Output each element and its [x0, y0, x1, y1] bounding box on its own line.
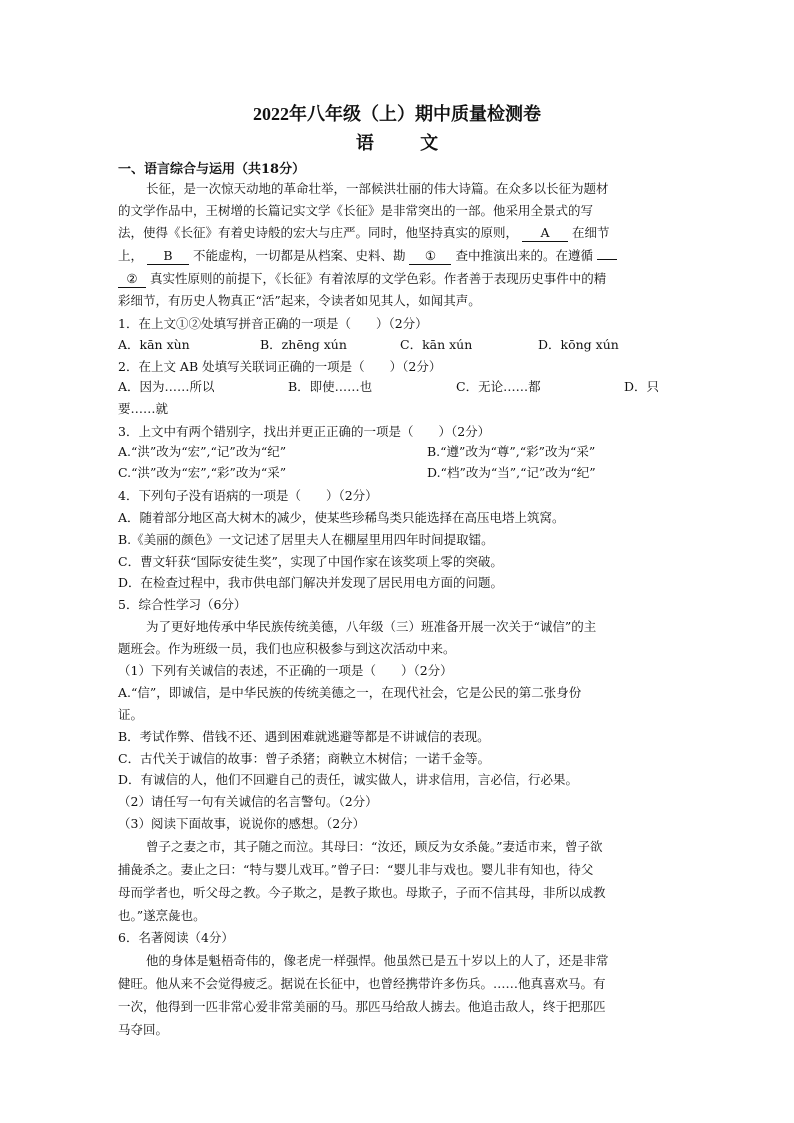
passage-line-5-text: 真实性原则的前提下，《长征》有着浓厚的文学色彩。作者善于表现历史事件中的精 — [149, 271, 607, 286]
q4-option-c: C．曹文轩获“国际安徒生奖”，实现了中国作家在该奖项上零的突破。 — [118, 554, 503, 569]
q6-passage-line-1: 他的身体是魁梧奇伟的，像老虎一样强悍。他虽然已是五十岁以上的人了，还是非常 — [146, 953, 609, 968]
q2-option-d-cont: 要……就 — [118, 401, 169, 416]
q1-stem: 1．在上文①②处填写拼音正确的一项是（ ）（2分） — [118, 316, 428, 331]
q1-option-c: C．kān xún — [400, 337, 473, 352]
q6-passage-line-4: 马夺回。 — [118, 1022, 169, 1037]
q2-stem: 2．在上文 AB 处填写关联词正确的一项是（ ）（2分） — [118, 359, 442, 374]
exam-title: 2022年八年级（上）期中质量检测卷 — [253, 104, 541, 124]
q5-sub2-stem: （2）请任写一句有关诚信的名言警句。（2分） — [118, 794, 378, 809]
q4-option-b: B.《美丽的颜色》一文记述了居里夫人在棚屋里用四年时间提取镭。 — [118, 532, 494, 547]
q3-option-a: A.“洪”改为“宏”,“记”改为“纪” — [118, 444, 287, 459]
q5-stem: 5．综合性学习（6分） — [118, 597, 247, 612]
q5-story-line-4: 也。”遂烹彘也。 — [118, 908, 206, 923]
q5-sub1-option-c: C．古代关于诚信的故事：曾子杀猪；商鞅立木树信；一诺千金等。 — [118, 751, 491, 766]
q5-story-line-2: 捕彘杀之。妻止之曰：“特与婴儿戏耳。”曾子曰：“婴儿非与戏也。婴儿非有知也，待父 — [118, 862, 594, 877]
section-heading: 一、语言综合与运用（共18分） — [118, 162, 306, 177]
passage-line-2: 的文学作品中，王树增的长篇记实文学《长征》是非常突出的一部。他采用全景式的写 — [118, 203, 594, 218]
q1-option-d: D．kōng xún — [538, 337, 619, 352]
q5-sub1-option-a: A.“信”，即诚信，是中华民族的传统美德之一，在现代社会，它是公民的第二张身份 — [118, 685, 582, 700]
passage-line-6: 彩细节，有历史人物真正“活”起来，令读者如见其人，如闻其声。 — [118, 293, 481, 308]
exam-subject: 语 文 — [355, 133, 459, 154]
q2-option-a: A．因为……所以 — [118, 379, 215, 394]
q3-option-d: D.“档”改为“当”,“记”改为“纪” — [427, 465, 596, 480]
q5-sub1-stem: （1）下列有关诚信的表述，不正确的一项是（ ）（2分） — [118, 663, 453, 678]
passage-line-4-head: 上， — [118, 248, 144, 263]
q3-option-c: C.“洪”改为“宏”,“彩”改为“采” — [118, 465, 287, 480]
q5-intro-line-2: 题班会。作为班级一员，我们也应积极参与到这次活动中来。 — [118, 641, 456, 656]
blank-b: B — [147, 248, 189, 265]
q1-option-a: A．kān xùn — [118, 337, 190, 352]
q4-option-a: A．随着部分地区高大树木的减少，使某些珍稀鸟类只能选择在高压电塔上筑窝。 — [118, 510, 565, 525]
q5-story-line-3: 母而学者也，听父母之教。今子欺之，是教子欺也。母欺子，子而不信其母，非所以成教 — [118, 885, 606, 900]
q6-stem: 6．名著阅读（4分） — [118, 930, 234, 945]
passage-line-3-text: 法，使得《长征》有着史诗般的宏大与庄严。同时，他坚持真实的原则， — [118, 225, 519, 240]
passage-line-4-tail: 查中推演出来的。在遵循 — [455, 248, 593, 263]
q6-passage-line-3: 一次，他得到一匹非常心爱非常美丽的马。那匹马给敌人掳去。他追击敌人，终于把那匹 — [118, 999, 606, 1014]
q2-option-d: D．只 — [624, 379, 660, 394]
q1-option-b: B．zhēng xún — [260, 337, 347, 352]
q3-option-b: B.“遵”改为“尊”,“彩”改为“采” — [427, 444, 596, 459]
q6-passage-line-2: 健旺。他从来不会觉得疲乏。据说在长征中，也曾经携带许多伤兵。……他真喜欢马。有 — [118, 976, 606, 991]
passage-line-4 — [118, 245, 617, 266]
q5-intro-line-1: 为了更好地传承中华民族传统美德，八年级（三）班准备开展一次关于“诚信”的主 — [146, 619, 597, 634]
blank-2: ② — [118, 271, 146, 288]
q2-option-c: C．无论……都 — [456, 379, 541, 394]
q5-sub3-stem: （3）阅读下面故事，说说你的感想。（2分） — [118, 816, 366, 831]
q5-sub1-option-a-cont: 证。 — [118, 707, 144, 722]
passage-line-3-tail: 在细节 — [571, 225, 610, 240]
passage-line-3 — [118, 222, 610, 243]
q4-stem: 4．下列句子没有语病的一项是（ ）（2分） — [118, 488, 378, 503]
q5-story-line-1: 曾子之妻之市，其子随之而泣。其母曰：“汝还，顾反为女杀彘。”妻适市来，曾子欲 — [146, 839, 603, 854]
passage-line-1: 长征，是一次惊天动地的革命壮举，一部候洪壮丽的伟大诗篇。在众多以长征为题材 — [146, 181, 609, 196]
blank-1: ① — [409, 248, 451, 265]
q4-option-d: D．在检查过程中，我市供电部门解决并发现了居民用电方面的问题。 — [118, 575, 504, 590]
blank-trailing — [597, 259, 617, 260]
passage-line-4-mid: 不能虚构，一切都是从档案、史料、勘 — [192, 248, 406, 263]
q2-option-b: B．即使……也 — [288, 379, 373, 394]
blank-a: A — [522, 225, 568, 242]
q5-sub1-option-b: B．考试作弊、借钱不还、遇到困难就逃避等都是不讲诚信的表现。 — [118, 729, 490, 744]
passage-line-5 — [118, 268, 606, 289]
q5-sub1-option-d: D．有诚信的人，他们不回避自己的责任，诚实做人，讲求信用，言必信，行必果。 — [118, 772, 579, 787]
q3-stem: 3．上文中有两个错别字，找出并更正正确的一项是（ ）（2分） — [118, 424, 491, 439]
